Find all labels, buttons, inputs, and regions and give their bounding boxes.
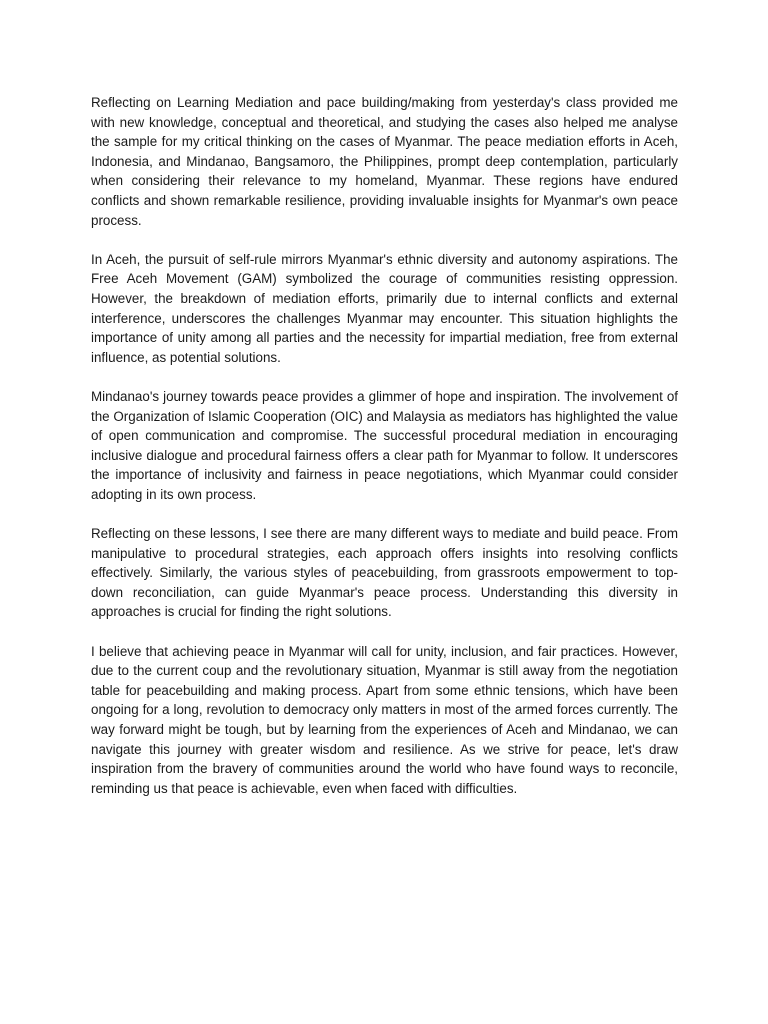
paragraph-lessons: Reflecting on these lessons, I see there are many different ways to mediate and build peace. From manipulative to procedural strategies, each approach offers insights into resolving conflicts effectively. Similarly, the various styles of peacebuilding, from grassroots empowerment to top-down reconciliation, can guide Myanmar's peace process. Understanding this diversity in approaches is crucial for finding the right solutions.	[91, 526, 678, 620]
paragraph-conclusion: I believe that achieving peace in Myanmar will call for unity, inclusion, and fair practices. However, due to the current coup and the revolutionary situation, Myanmar is still away from the negotiation table for peacebuilding and making process. Apart from some ethnic tensions, which have been ongoing for a long, revolution to democracy only matters in most of the armed forces currently. The way forward might be tough, but by learning from the experiences of Aceh and Mindanao, we can navigate this journey with greater wisdom and resilience. As we strive for peace, let's draw inspiration from the bravery of communities around the world who have found ways to reconcile, reminding us that peace is achievable, even when faced with difficulties.	[91, 643, 678, 796]
paragraph-mindanao: Mindanao's journey towards peace provides a glimmer of hope and inspiration. The involvement of the Organization of Islamic Cooperation (OIC) and Malaysia as mediators has highlighted the value of open communication and compromise. The successful procedural mediation in encouraging inclusive dialogue and procedural fairness offers a clear path for Myanmar to follow. It underscores the importance of inclusivity and fairness in peace negotiations, which Myanmar could consider adopting in its own process.	[91, 388, 678, 502]
paragraph-aceh: In Aceh, the pursuit of self-rule mirrors Myanmar's ethnic diversity and autonomy aspirations. The Free Aceh Movement (GAM) symbolized the courage of communities resisting oppression. However, the breakdown of mediation efforts, primarily due to internal conflicts and external interference, underscores the challenges Myanmar may encounter. This situation highlights the importance of unity among all parties and the necessity for impartial mediation, free from external influence, as potential solutions.	[91, 251, 678, 365]
document-body	[91, 93, 678, 818]
paragraph-aceh-mindanao-intro: Reflecting on Learning Mediation and pace building/making from yesterday's class provided me with new knowledge, conceptual and theoretical, and studying the cases also helped me analyse the sample for my critical thinking on the cases of Myanmar. The peace mediation efforts in Aceh, Indonesia, and Mindanao, Bangsamoro, the Philippines, prompt deep contemplation, particularly when considering their relevance to my homeland, Myanmar. These regions have endured conflicts and shown remarkable resilience, providing invaluable insights for Myanmar's own peace process.	[91, 95, 678, 228]
